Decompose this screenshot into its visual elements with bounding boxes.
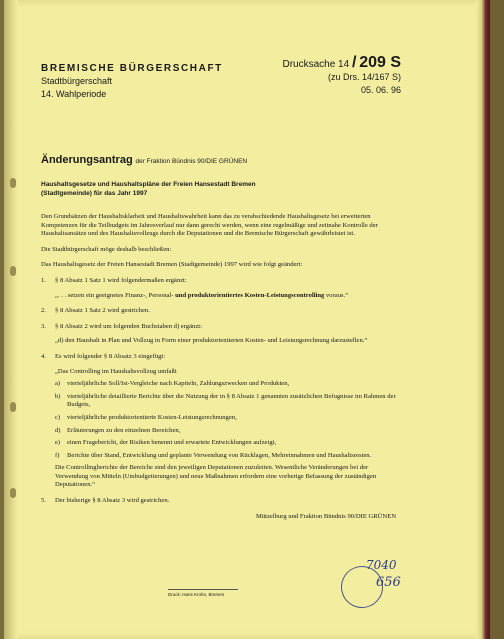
law-intro: Das Haushaltsgesetz der Freien Hansestadt Bremen (Stadtgemeinde) 1997 wird wie folgt geändert: bbox=[41, 261, 303, 269]
sub-item: b) vierteljährliche detaillierte Berichte über die Nutzung der in § 8 Absatz 1 genannten zusätzlichen Befugnisse im Rahmen der Budgets, bbox=[55, 392, 396, 409]
amendment-item bbox=[41, 277, 396, 300]
doc-slash: / bbox=[351, 54, 357, 71]
page-edge bbox=[476, 0, 490, 639]
document-date: 05. 06. 96 bbox=[360, 85, 401, 95]
sub-item: f) Berichte über Stand, Entwicklung und geplante Verwendung von Rücklagen, Mehreinnahmen und Haushaltsresten. bbox=[55, 451, 372, 459]
item-text: § 8 Absatz 2 wird um folgenden Buchstaben d) ergänzt: bbox=[55, 322, 202, 330]
item-text: Es wird folgender § 8 Absatz 3 eingefügt: bbox=[55, 352, 166, 360]
title-main: Änderungsantrag bbox=[41, 154, 133, 166]
item-number: 5. bbox=[41, 497, 46, 505]
signature-line: Mützelburg und Fraktion Bündnis 90/DIE GRÜNEN bbox=[256, 512, 396, 520]
legislative-period: 14. Wahlperiode bbox=[41, 89, 107, 99]
header-left bbox=[41, 62, 223, 101]
item-quote: „d) den Haushalt in Plan und Vollzug in Form einer produktorientierten Kosten- und Leistungsrechnung darzustellen.“ bbox=[55, 337, 368, 345]
doc-number-value: 209 S bbox=[359, 54, 401, 71]
item-text: § 8 Absatz 1 Satz 2 wird gestrichen. bbox=[55, 307, 150, 315]
sub-item: d) Erläuterungen zu den einzelnen Bereichen, bbox=[55, 426, 181, 434]
amendment-item bbox=[41, 323, 396, 346]
handwritten-number-top: 7040 bbox=[366, 558, 397, 572]
header-right bbox=[241, 56, 401, 97]
item-number: 4. bbox=[41, 352, 46, 360]
document-page bbox=[4, 0, 490, 639]
item-text: Der bisherige § 8 Absatz 3 wird gestrichen. bbox=[55, 497, 170, 505]
chamber-name: Stadtbürgerschaft bbox=[41, 76, 113, 86]
printer-note: Druck: Hans Krohn, Bremen bbox=[168, 589, 238, 597]
punch-hole bbox=[10, 178, 16, 188]
item-number: 1. bbox=[41, 276, 46, 284]
sub-item: a) vierteljährliche Soll/Ist-Vergleiche nach Kapiteln, Zahlungszwecken und Produkten, bbox=[55, 380, 290, 388]
document-title bbox=[41, 154, 247, 166]
amendment-item bbox=[41, 353, 396, 490]
intro-paragraph: Den Grundsätzen der Haushaltsklarheit und Haushaltswahrheit kann das zu verabschiedende Haushaltsgesetz bei erweiterten Kompetenzen für die Teilbudgets im Jahresverlauf nur dann gerecht werden, wenn eine regelmäßige und zeitnahe Kontrolle der Haushaltsansätze und des Haushaltsvollzugs durch die Deputationen und die Bremische Bürgerschaft gewährleistet ist. bbox=[41, 213, 378, 238]
item-number: 2. bbox=[41, 307, 46, 315]
item-quote: „. . . setzen ein geeignetes Finanz-, Personal- und produktorientiertes Kosten-Leistungscontrolling voraus.“ bbox=[55, 291, 349, 299]
title-by: der Fraktion Bündnis 90/DIE GRÜNEN bbox=[135, 158, 248, 165]
sub-item: e) einen Fragebericht, der Risiken benennt und erwartete Entwicklungen aufzeigt, bbox=[55, 439, 277, 447]
item-text: § 8 Absatz 1 Satz 1 wird folgendermaßen ergänzt: bbox=[55, 276, 187, 284]
document-subject: Haushaltsgesetze und Haushaltspläne der Freien Hansestadt Bremen (Stadtgemeinde) für das Jahr 1997 bbox=[41, 181, 256, 197]
handwritten-number-bottom: 656 bbox=[376, 575, 401, 590]
reference-document: (zu Drs. 14/167 S) bbox=[327, 72, 401, 82]
bold-insertion: und produktorientiertes Kosten-Leistungscontrolling bbox=[175, 291, 325, 299]
punch-hole bbox=[10, 266, 16, 276]
item-trailing-text: Die Controllingberichte der Bereiche sind den jeweiligen Deputationen zuzuleiten. Wesentliche Veränderungen bei der Verwendung von Mitteln (Umbudgetierungen) und neue Maßnahmen erfordern eine vorherige Befassung der zuständigen Deputationen.“ bbox=[55, 464, 377, 489]
sub-item: c) vierteljährliche produktorientierte Kosten-Leistungsrechnungen, bbox=[55, 413, 237, 421]
amendment-item bbox=[41, 497, 396, 506]
punch-hole bbox=[10, 402, 16, 412]
resolution-line: Die Stadtbürgerschaft möge deshalb beschließen: bbox=[41, 245, 172, 253]
item-lead: „Das Controlling im Haushaltsvollzug umfaßt bbox=[55, 367, 177, 375]
parliament-name: BREMISCHE BÜRGERSCHAFT bbox=[41, 63, 223, 74]
doc-prefix: Drucksache 14 bbox=[282, 59, 350, 70]
punch-hole bbox=[10, 488, 16, 498]
document-body bbox=[41, 213, 396, 521]
document-number bbox=[241, 56, 401, 71]
amendment-item bbox=[41, 307, 396, 316]
item-number: 3. bbox=[41, 322, 46, 330]
page-spine bbox=[4, 0, 18, 639]
